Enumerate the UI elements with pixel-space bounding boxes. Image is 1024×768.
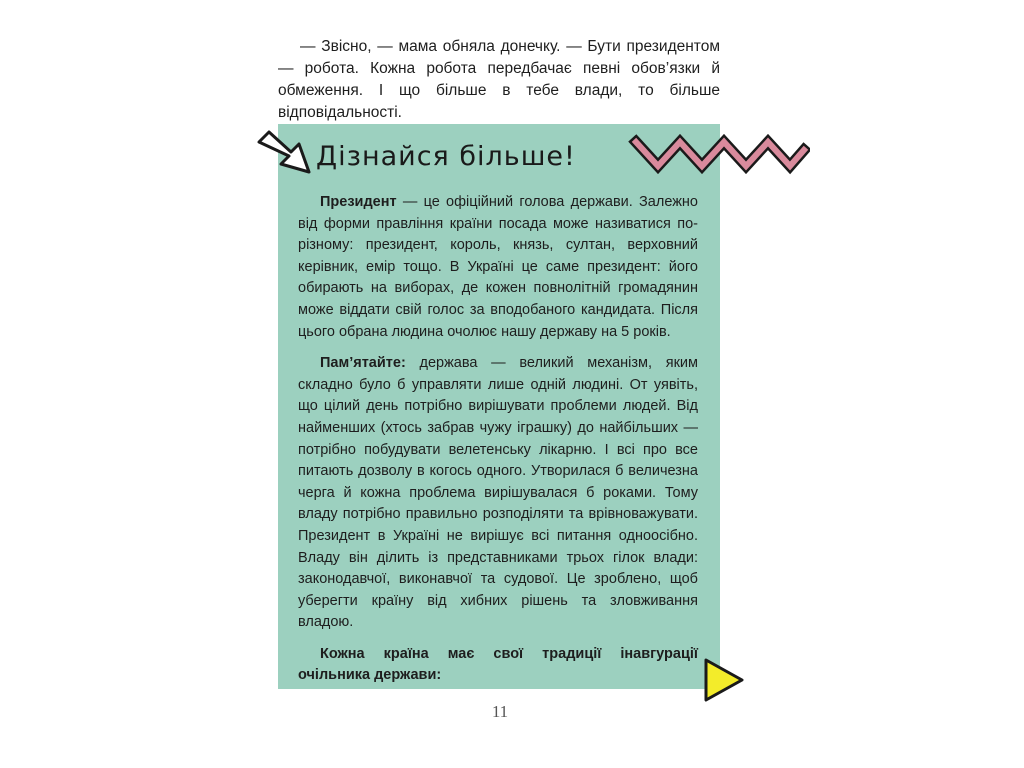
term-remember: Пам’ятайте: — [320, 355, 406, 372]
box-title: Дізнайся більше! — [316, 141, 576, 172]
box-paragraph-2 — [298, 353, 698, 634]
box-paragraph-2-text: держава — великий механізм, яким складно було б управляти лише одній людині. От уявіть, що цілий день потрібно вирішувати проблеми людей. Від найменших (хтось забрав чужу іграшку) до найбільших — потрібно побудувати велетенську лікарню. І всі про все питають дозволу в когось одного. Утворилася б величезна черга й кожна проблема вирішувалася б роками. Тому владу потрібно правильно розподіляти та врівноважувати. Президент в Україні не вирішує всі питання одноосібно. Владу він ділить із представниками трьох гілок влади: законодавчої, виконавчої та судової. Це зроблено, щоб уберегти країну від хибних рішень та зловживання владою. — [298, 355, 698, 631]
intro-paragraph: — Звісно, — мама обняла донечку. — Бути президентом — робота. Кожна робота передбачає певні обов’язки й обмеження. І що більше в тебе влади, то більше відповідальності. — [278, 38, 720, 121]
page-number: 11 — [491, 702, 509, 721]
box-paragraph-3-text: Кожна країна має свої традиції інавгурації очільника держави: — [298, 645, 698, 684]
arrow-icon — [255, 128, 315, 178]
box-paragraph-1-text: — це офіційний голова держави. Залежно від форми правління країни посада може називатися по-різному: президент, король, князь, султан, верховний керівник, емір тощо. В Україні це саме президент: його обирають на виборах, де кожен повнолітній громадянин може віддати свій голос за вподобаного кандидата. Після цього обрана людина очолює нашу державу на 5 років. — [298, 194, 698, 340]
intro-text — [278, 36, 720, 124]
triangle-icon — [702, 656, 746, 704]
zigzag-icon — [628, 128, 810, 178]
term-president: Президент — [320, 194, 397, 210]
box-text — [298, 192, 698, 687]
box-paragraph-3 — [298, 644, 698, 687]
box-paragraph-1 — [298, 192, 698, 343]
